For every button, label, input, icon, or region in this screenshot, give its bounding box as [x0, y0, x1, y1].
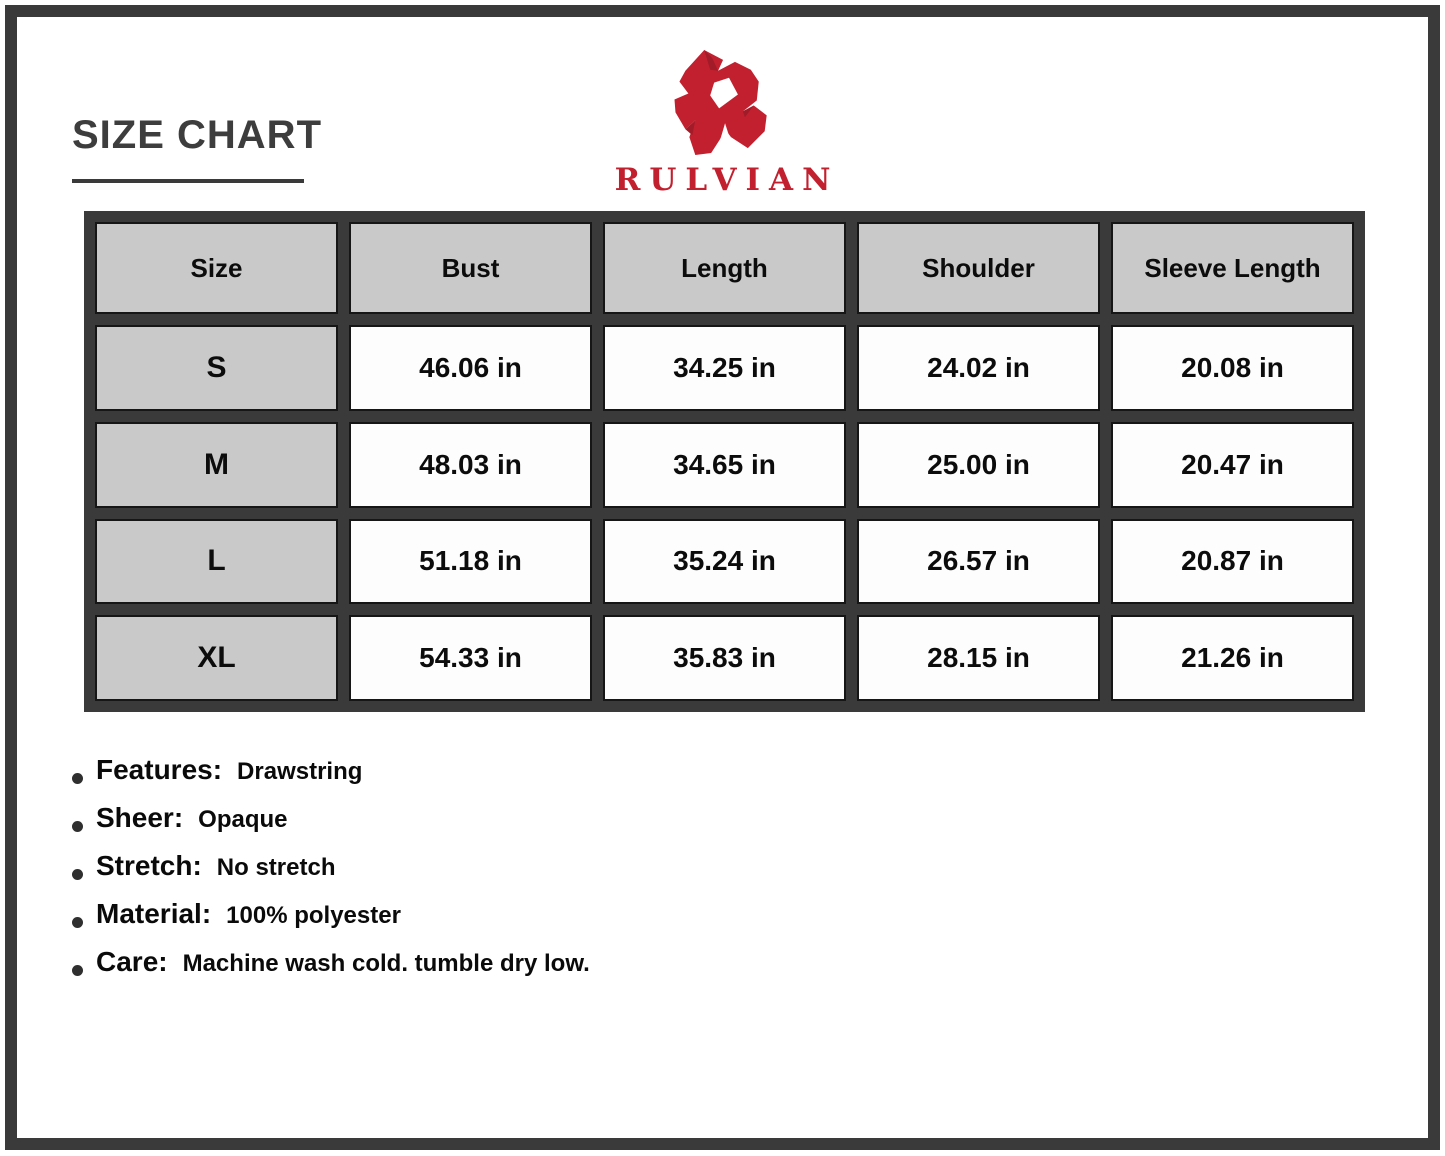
- size-table-wrap: [84, 211, 1365, 712]
- cell-shoulder: 26.57 in: [857, 519, 1100, 605]
- cell-length: 34.25 in: [603, 325, 846, 411]
- cell-length: 35.83 in: [603, 615, 846, 701]
- bullet-icon: [72, 869, 83, 880]
- note-item-features: [72, 754, 590, 802]
- table-row-m: [95, 422, 1354, 508]
- outer-frame: [5, 5, 1440, 1150]
- cell-bust: 51.18 in: [349, 519, 592, 605]
- cell-shoulder: 25.00 in: [857, 422, 1100, 508]
- note-label: Sheer:: [96, 802, 184, 833]
- table-row-l: [95, 519, 1354, 605]
- note-value: Drawstring: [237, 758, 363, 785]
- table-row-xl: [95, 615, 1354, 701]
- note-value: Machine wash cold. tumble dry low.: [182, 950, 590, 977]
- note-value: Opaque: [198, 806, 288, 833]
- note-label: Care:: [96, 946, 168, 977]
- note-item-sheer: [72, 802, 590, 850]
- cell-bust: 48.03 in: [349, 422, 592, 508]
- note-value: No stretch: [216, 854, 336, 881]
- cell-shoulder: 28.15 in: [857, 615, 1100, 701]
- note-item-care: [72, 946, 590, 994]
- cell-sleeve: 21.26 in: [1111, 615, 1354, 701]
- cell-size: S: [95, 325, 338, 411]
- note-item-stretch: [72, 850, 590, 898]
- bullet-icon: [72, 917, 83, 928]
- cell-size: XL: [95, 615, 338, 701]
- cell-sleeve: 20.08 in: [1111, 325, 1354, 411]
- brand-block: [606, 43, 840, 198]
- cell-length: 34.65 in: [603, 422, 846, 508]
- title-block: [72, 115, 322, 183]
- title-underline: [72, 179, 304, 183]
- size-table: [84, 211, 1365, 712]
- brand-r-logo-icon: [656, 43, 788, 157]
- bullet-icon: [72, 773, 83, 784]
- table-header-row: [95, 222, 1354, 314]
- note-value: 100% polyester: [226, 902, 401, 929]
- cell-shoulder: 24.02 in: [857, 325, 1100, 411]
- note-item-material: [72, 898, 590, 946]
- product-notes-list: [72, 754, 590, 994]
- cell-bust: 46.06 in: [349, 325, 592, 411]
- col-header-length: Length: [603, 222, 846, 314]
- col-header-shoulder: Shoulder: [857, 222, 1100, 314]
- col-header-sleeve: Sleeve Length: [1111, 222, 1354, 314]
- note-label: Stretch:: [96, 850, 202, 881]
- brand-wordmark: RULVIAN: [614, 162, 840, 198]
- bullet-icon: [72, 965, 83, 976]
- table-row-s: [95, 325, 1354, 411]
- cell-bust: 54.33 in: [349, 615, 592, 701]
- cell-size: L: [95, 519, 338, 605]
- page-title: SIZE CHART: [72, 113, 322, 157]
- note-label: Material:: [96, 898, 212, 929]
- cell-sleeve: 20.87 in: [1111, 519, 1354, 605]
- cell-length: 35.24 in: [603, 519, 846, 605]
- bullet-icon: [72, 821, 83, 832]
- note-label: Features:: [96, 754, 223, 785]
- col-header-bust: Bust: [349, 222, 592, 314]
- col-header-size: Size: [95, 222, 338, 314]
- cell-size: M: [95, 422, 338, 508]
- cell-sleeve: 20.47 in: [1111, 422, 1354, 508]
